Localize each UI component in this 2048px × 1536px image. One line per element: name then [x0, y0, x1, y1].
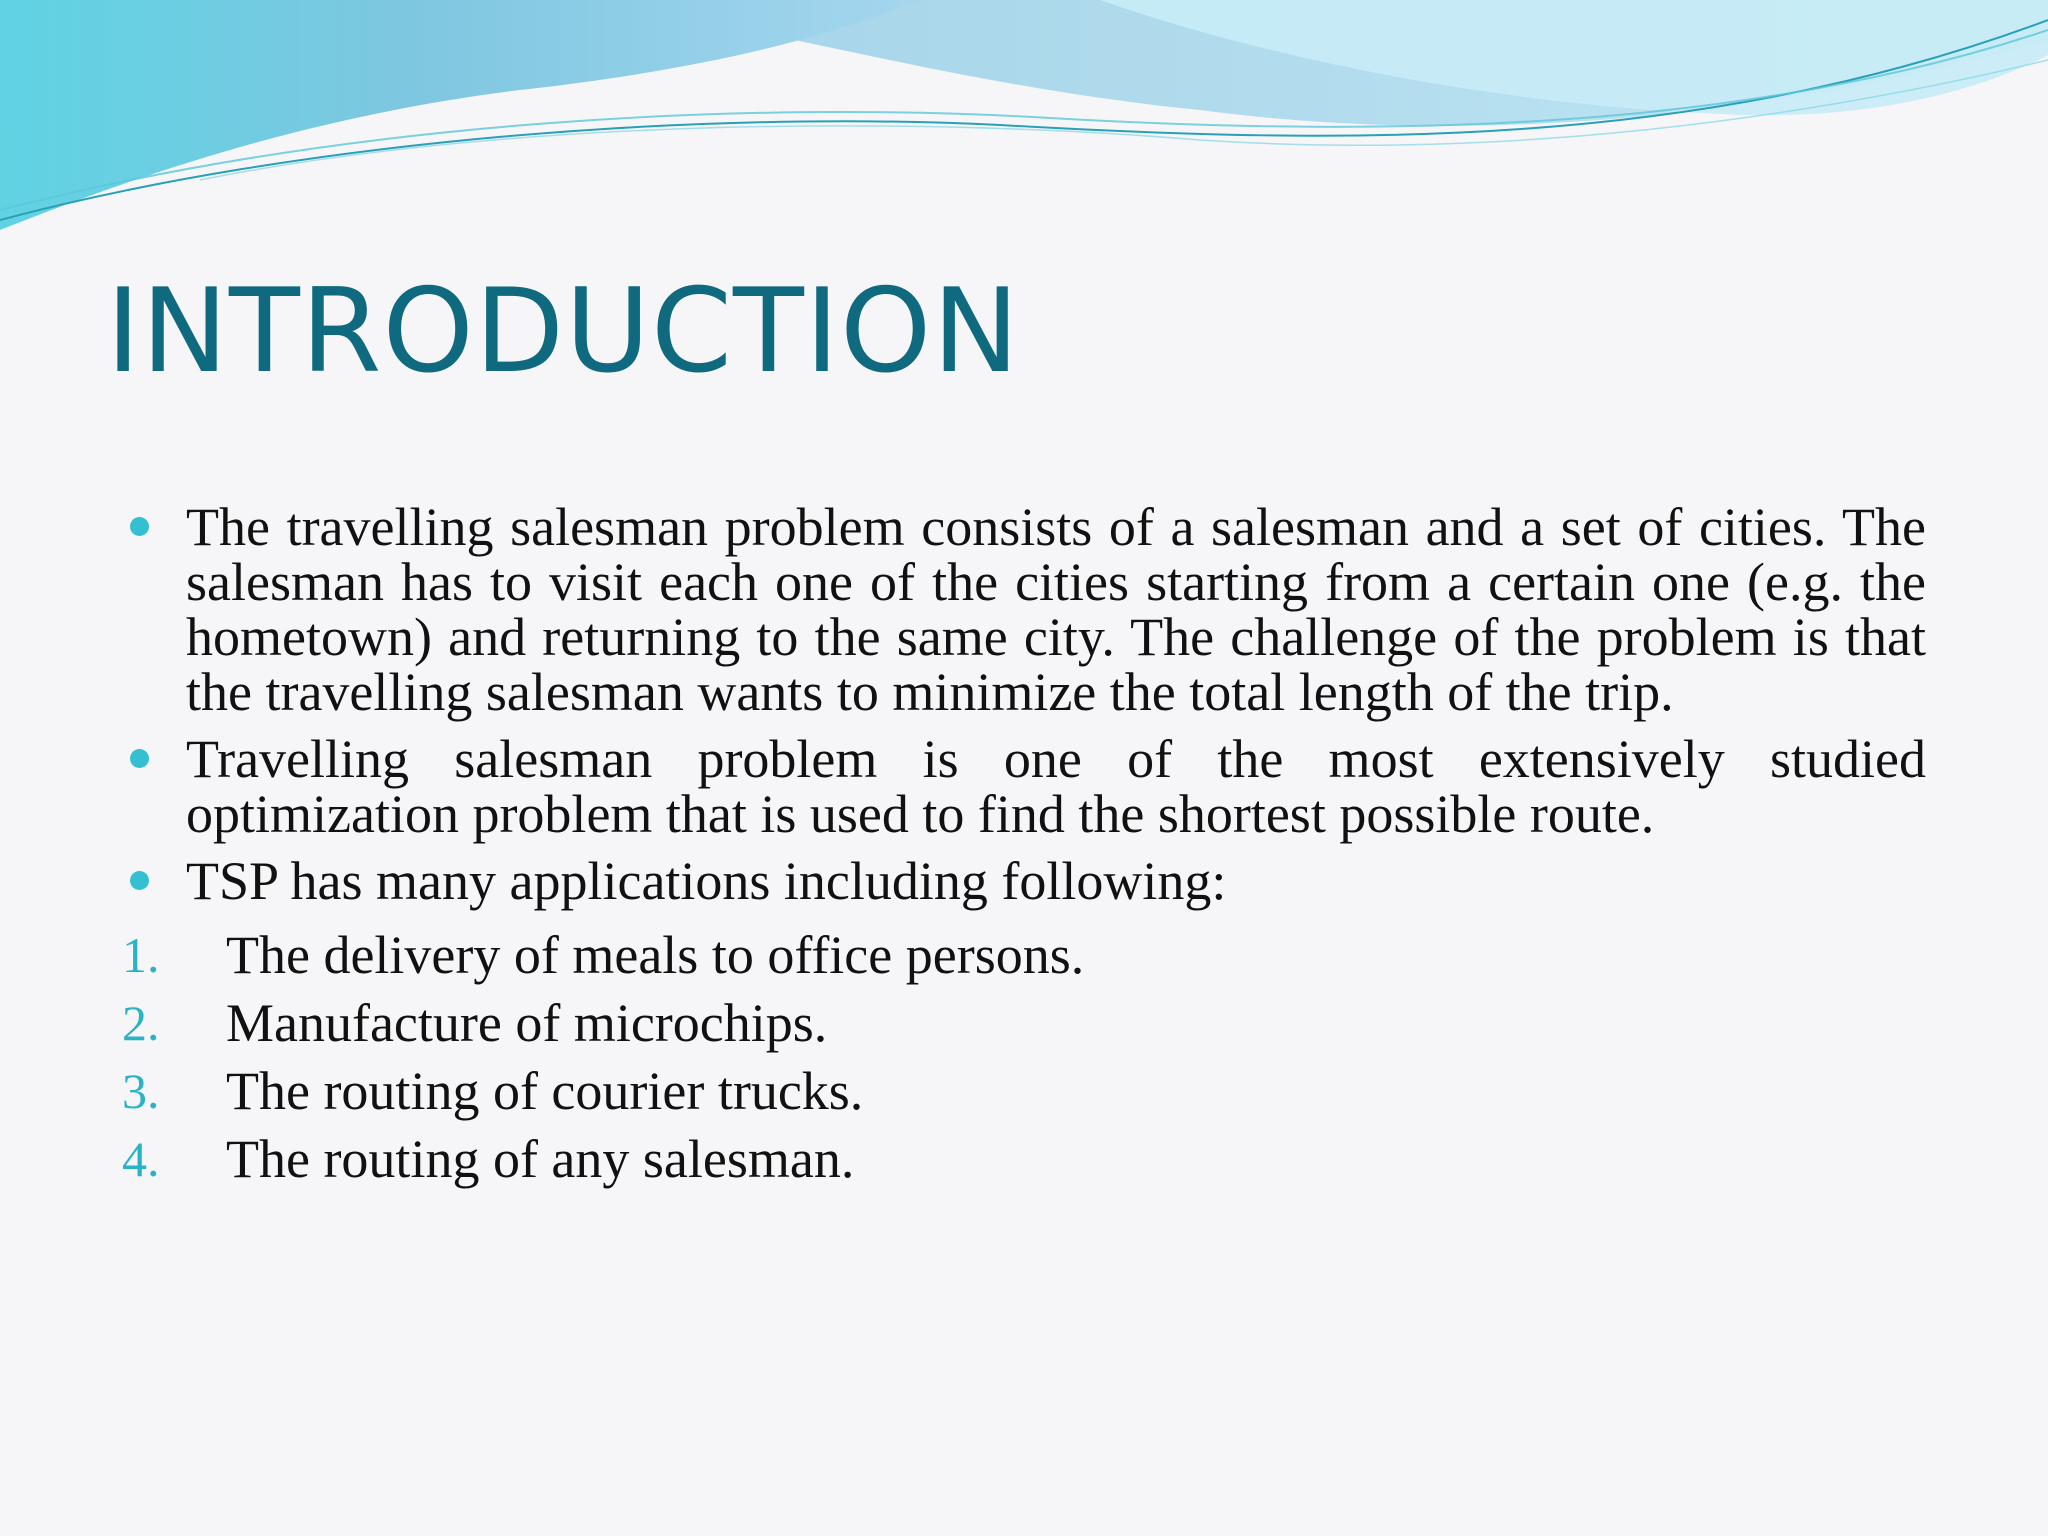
numbered-list-item — [120, 1057, 1926, 1125]
wave-front — [0, 0, 920, 230]
numbered-list — [120, 921, 1926, 1193]
list-item-text: The delivery of meals to office persons. — [226, 925, 1085, 985]
numbered-list-item — [120, 921, 1926, 989]
bullet-item — [120, 497, 1926, 722]
list-item-text: Manufacture of microchips. — [226, 993, 828, 1053]
bullet-dot-icon — [130, 517, 149, 536]
list-item-text: The routing of any salesman. — [226, 1129, 855, 1189]
list-number: 3. — [122, 1063, 160, 1119]
bullet-text: TSP has many applications including following: — [186, 851, 1227, 911]
bullet-dot-icon — [130, 871, 149, 890]
list-number: 2. — [122, 995, 160, 1051]
list-item-text: The routing of courier trucks. — [226, 1061, 864, 1121]
numbered-list-item — [120, 989, 1926, 1057]
list-number: 4. — [122, 1131, 160, 1187]
list-number: 1. — [122, 927, 160, 983]
slide-title: INTRODUCTION — [106, 264, 1021, 399]
numbered-list-item — [120, 1125, 1926, 1193]
bullet-dot-icon — [130, 749, 149, 768]
bullet-item — [120, 729, 1926, 844]
decorative-wave-header — [0, 0, 2048, 240]
bullet-text: The travelling salesman problem consists of a salesman and a set of cities. The salesman has to visit each one of the cities starting from a certain one (e.g. the hometown) and returning to the same city. The challenge of the problem is that the travelling salesman wants to minimize the total length of the trip. — [186, 497, 1926, 722]
bullet-item — [120, 851, 1926, 911]
slide-body — [120, 497, 1926, 1193]
bullet-text: Travelling salesman problem is one of the most extensively studied optimization problem that is used to find the shortest possible route. — [186, 729, 1926, 844]
